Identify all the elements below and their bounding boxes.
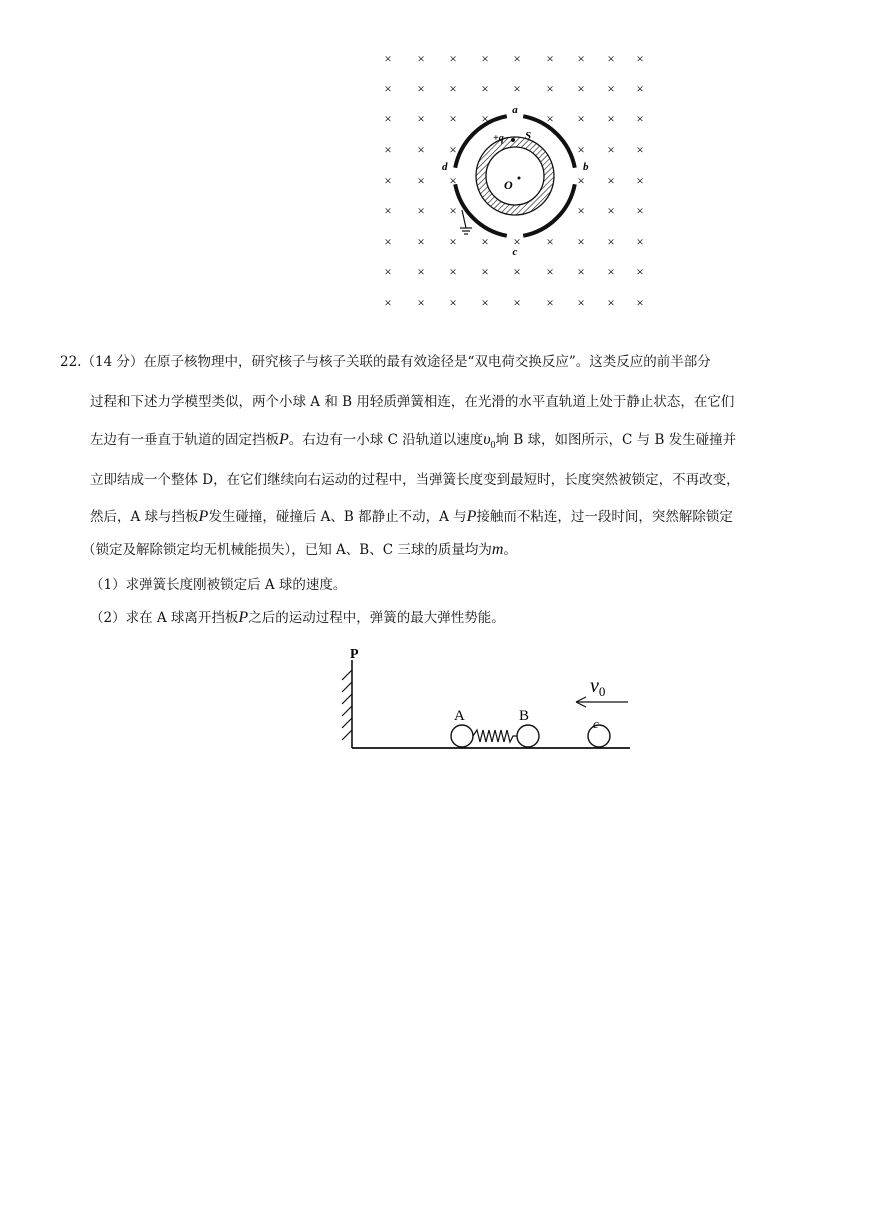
spring-balls-figure bbox=[340, 640, 640, 760]
problem-line-4: 立即结成一个整体 D，在它们继续向右运动的过程中，当弹簧长度变到最短时，长度突然被锁定，不再改变， bbox=[90, 472, 740, 488]
field-cross: × bbox=[577, 111, 585, 126]
magnetic-field-figure bbox=[370, 38, 660, 318]
field-cross: × bbox=[636, 111, 644, 126]
field-cross: × bbox=[513, 81, 521, 96]
field-cross: × bbox=[384, 111, 392, 126]
field-cross: × bbox=[636, 264, 644, 279]
field-cross: × bbox=[417, 264, 425, 279]
field-cross: × bbox=[481, 51, 489, 66]
question-1: （1）求弹簧长度刚被锁定后 A 球的速度。 bbox=[90, 577, 347, 593]
field-cross: × bbox=[417, 81, 425, 96]
field-cross: × bbox=[546, 295, 554, 310]
field-cross: × bbox=[449, 234, 457, 249]
field-cross: × bbox=[481, 264, 489, 279]
problem-line-1: 22.（14 分）在原子核物理中，研究核子与核子关联的最有效途径是“双电荷交换反应”。这类反应的前半部分 bbox=[60, 354, 711, 370]
field-cross: × bbox=[607, 173, 615, 188]
problem-line-3: 左边有一垂直于轨道的固定挡板P。右边有一小球 C 沿轨道以速度$\upsilon_0$垧 B 球，如图所示，C 与 B 发生碰撞并 bbox=[90, 431, 737, 452]
problem-number: 22. bbox=[60, 354, 82, 370]
field-cross: × bbox=[513, 264, 521, 279]
field-cross: × bbox=[546, 264, 554, 279]
field-cross: × bbox=[513, 51, 521, 66]
ball-c bbox=[588, 725, 610, 747]
hatched-inner-ring bbox=[481, 142, 549, 210]
field-cross: × bbox=[577, 203, 585, 218]
field-cross: × bbox=[636, 81, 644, 96]
field-cross: × bbox=[577, 81, 585, 96]
field-cross: × bbox=[449, 111, 457, 126]
label-b: b bbox=[583, 161, 589, 173]
problem-line-6: （锁定及解除锁定均无机械能损失），已知 A、B、C 三球的质量均为m。 bbox=[82, 541, 517, 558]
field-cross: × bbox=[384, 51, 392, 66]
label-charge: +q bbox=[493, 133, 504, 144]
field-cross: × bbox=[384, 203, 392, 218]
field-cross: × bbox=[481, 111, 489, 126]
field-cross: × bbox=[417, 295, 425, 310]
field-cross: × bbox=[577, 51, 585, 66]
field-cross: × bbox=[636, 142, 644, 157]
wall-hatch bbox=[342, 670, 352, 740]
field-cross: × bbox=[546, 111, 554, 126]
field-cross: × bbox=[384, 295, 392, 310]
field-cross: × bbox=[546, 81, 554, 96]
field-cross: × bbox=[607, 264, 615, 279]
field-cross: × bbox=[449, 81, 457, 96]
field-cross: × bbox=[449, 203, 457, 218]
field-cross: × bbox=[384, 234, 392, 249]
field-cross: × bbox=[384, 173, 392, 188]
charge-dot bbox=[511, 138, 515, 142]
field-cross: × bbox=[417, 51, 425, 66]
field-cross: × bbox=[577, 234, 585, 249]
label-a: a bbox=[512, 104, 518, 116]
field-cross: × bbox=[546, 234, 554, 249]
field-cross: × bbox=[607, 111, 615, 126]
field-cross: × bbox=[384, 142, 392, 157]
label-center-o: O bbox=[504, 178, 513, 192]
label-d: d bbox=[442, 161, 448, 173]
field-cross: × bbox=[607, 203, 615, 218]
field-cross: × bbox=[636, 203, 644, 218]
field-cross: × bbox=[449, 142, 457, 157]
field-cross: × bbox=[481, 81, 489, 96]
field-cross: × bbox=[607, 51, 615, 66]
field-cross: × bbox=[449, 173, 457, 188]
field-cross: × bbox=[607, 295, 615, 310]
field-cross: × bbox=[417, 203, 425, 218]
field-cross: × bbox=[636, 234, 644, 249]
field-cross: × bbox=[513, 295, 521, 310]
field-cross: × bbox=[481, 295, 489, 310]
outer-electrode-ring bbox=[455, 116, 575, 236]
spring bbox=[473, 730, 517, 742]
field-cross: × bbox=[577, 142, 585, 157]
field-cross: × bbox=[449, 51, 457, 66]
field-cross: × bbox=[513, 234, 521, 249]
ball-a bbox=[451, 725, 473, 747]
field-cross: × bbox=[449, 264, 457, 279]
field-cross: × bbox=[449, 295, 457, 310]
problem-line-5: 然后，A 球与挡板P发生碰撞，碰撞后 A、B 都静止不动，A 与P接触而不粘连，过一段时间，突然解除锁定 bbox=[90, 508, 733, 525]
label-c: c bbox=[512, 246, 518, 258]
field-cross: × bbox=[384, 81, 392, 96]
field-cross: × bbox=[384, 264, 392, 279]
label-ball-c: c bbox=[593, 716, 599, 731]
label-v0: $v_0$ bbox=[590, 675, 606, 699]
problem-line-2: 过程和下述力学模型类似，两个小球 A 和 B 用轻质弹簧相连，在光滑的水平直轨道上处于静止状态，在它们 bbox=[90, 394, 735, 410]
field-cross: × bbox=[417, 142, 425, 157]
field-cross: × bbox=[607, 142, 615, 157]
field-cross: × bbox=[636, 51, 644, 66]
field-cross: × bbox=[636, 295, 644, 310]
question-2: （2）求在 A 球离开挡板P之后的运动过程中，弹簧的最大弹性势能。 bbox=[90, 609, 505, 626]
field-cross: × bbox=[417, 234, 425, 249]
label-p: P bbox=[350, 647, 359, 662]
field-cross: × bbox=[577, 295, 585, 310]
field-cross-grid bbox=[384, 51, 643, 310]
field-cross: × bbox=[636, 173, 644, 188]
field-cross: × bbox=[607, 234, 615, 249]
field-cross: × bbox=[577, 173, 585, 188]
field-cross: × bbox=[546, 51, 554, 66]
field-cross: × bbox=[481, 234, 489, 249]
label-s: S bbox=[525, 130, 532, 142]
ball-b bbox=[517, 725, 539, 747]
field-cross: × bbox=[417, 173, 425, 188]
center-point bbox=[518, 177, 521, 180]
velocity-symbol: $\upsilon_0$ bbox=[483, 431, 496, 452]
field-cross: × bbox=[417, 111, 425, 126]
field-cross: × bbox=[577, 264, 585, 279]
label-ball-a: A bbox=[454, 708, 465, 724]
label-ball-b: B bbox=[519, 708, 530, 724]
field-cross: × bbox=[607, 81, 615, 96]
